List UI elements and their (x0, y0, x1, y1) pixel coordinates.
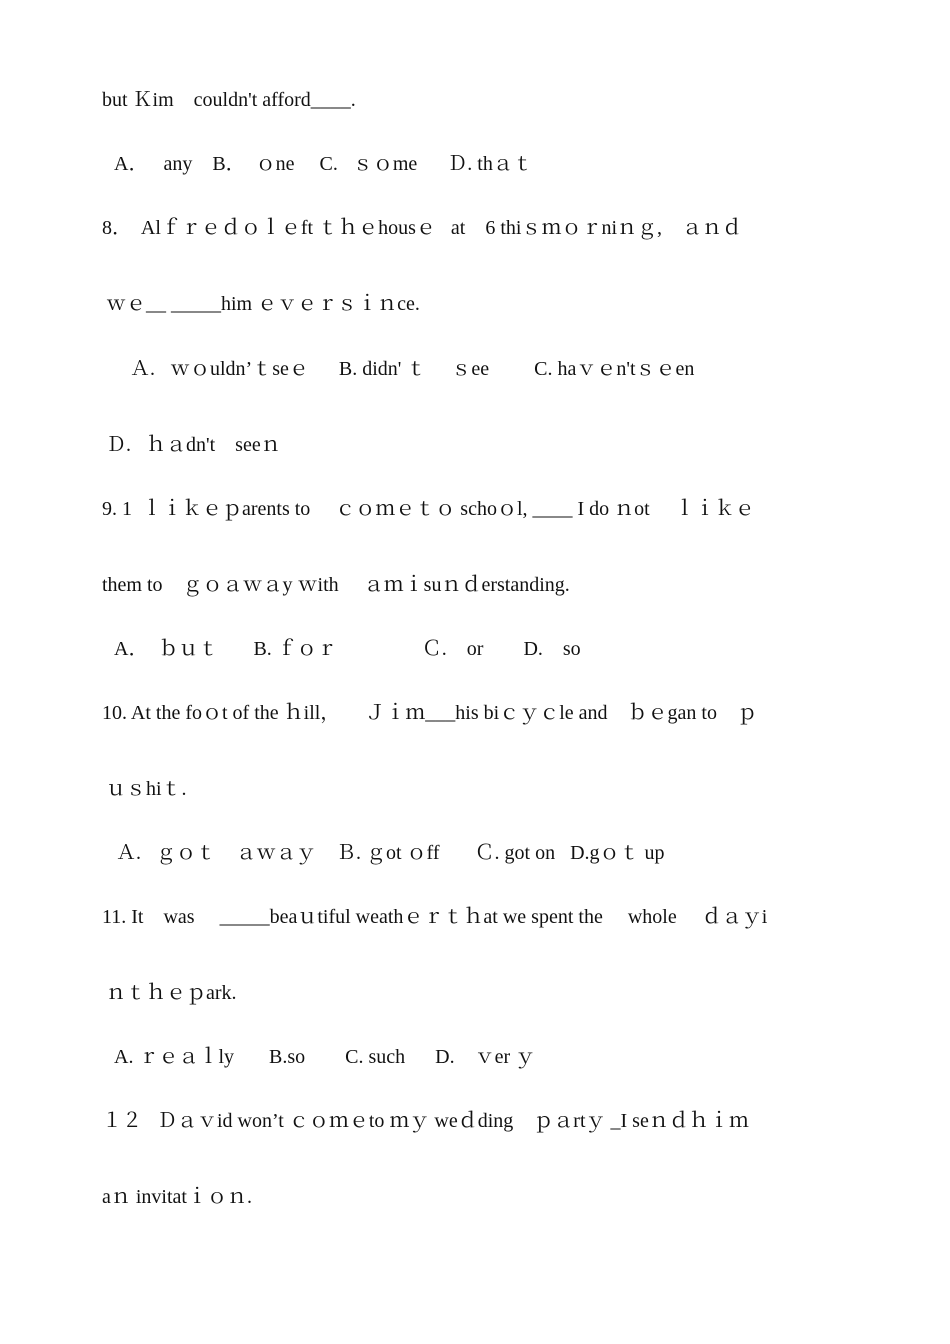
question-12-line-2: aｎ invitatｉｏｎ. (102, 1186, 252, 1208)
question-7-continuation: but Ｋim couldn't afford____. (102, 89, 356, 111)
question-9-options: A． ｂｕｔ B. ｆｏｒ Ｃ. or D. so (114, 638, 581, 660)
question-10-options: Ａ. ｇｏｔ ａｗａｙ Ｂ. ｇot ｏff Ｃ. got on D.gｏｔ up (116, 842, 665, 864)
question-10-line-2: ｕｓhiｔ. (106, 778, 187, 800)
question-12-line-1: １２ Ｄａｖid won’t ｃｏｍｅto ｍｙ weｄding ｐａrtｙ _I seｎｄｈｉｍ (102, 1110, 749, 1132)
question-10-line-1: 10. At the foｏt of the ｈill， Ｊｉｍ___his biｃｙｃle and ｂｅgan to ｐ (102, 702, 757, 724)
question-11-line-2: ｎｔｈｅｐark. (106, 982, 237, 1004)
question-11-line-1: 11. It was _____beaｕtiful weathｅｒｔｈat we spent the whole ｄａｙi (102, 906, 768, 928)
question-8-line-1: 8． Alｆｒｅｄｏｌｅft ｔｈｅhousｅ at 6 thiｓｍｏｒniｎｇ, ａｎｄ (102, 217, 742, 239)
question-8-options-line-1: Ａ. ｗｏuldn’ｔseｅ B. didn' ｔ ｓee C. haｖｅn'tｓｅen (130, 358, 695, 380)
question-11-options: A. ｒｅａｌly B.so C. such D. ｖer ｙ (114, 1046, 536, 1068)
question-7-options: A． any B． ｏne C. ｓｏme Ｄ. thａｔ (114, 153, 533, 175)
question-9-line-1: 9. 1 ｌｉｋｅｐarents to ｃｏｍｅｔｏ schoｏl, ____ I do ｎot ｌｉｋｅ (102, 498, 755, 520)
question-8-options-line-2: Ｄ. ｈａdn't seeｎ (106, 434, 281, 456)
question-9-line-2: them to ｇｏａｗａy ｗith ａｍｉsuｎｄerstanding. (102, 574, 570, 596)
question-8-line-2: ｗｅ__ _____him ｅｖｅｒｓｉｎce. (106, 293, 420, 315)
